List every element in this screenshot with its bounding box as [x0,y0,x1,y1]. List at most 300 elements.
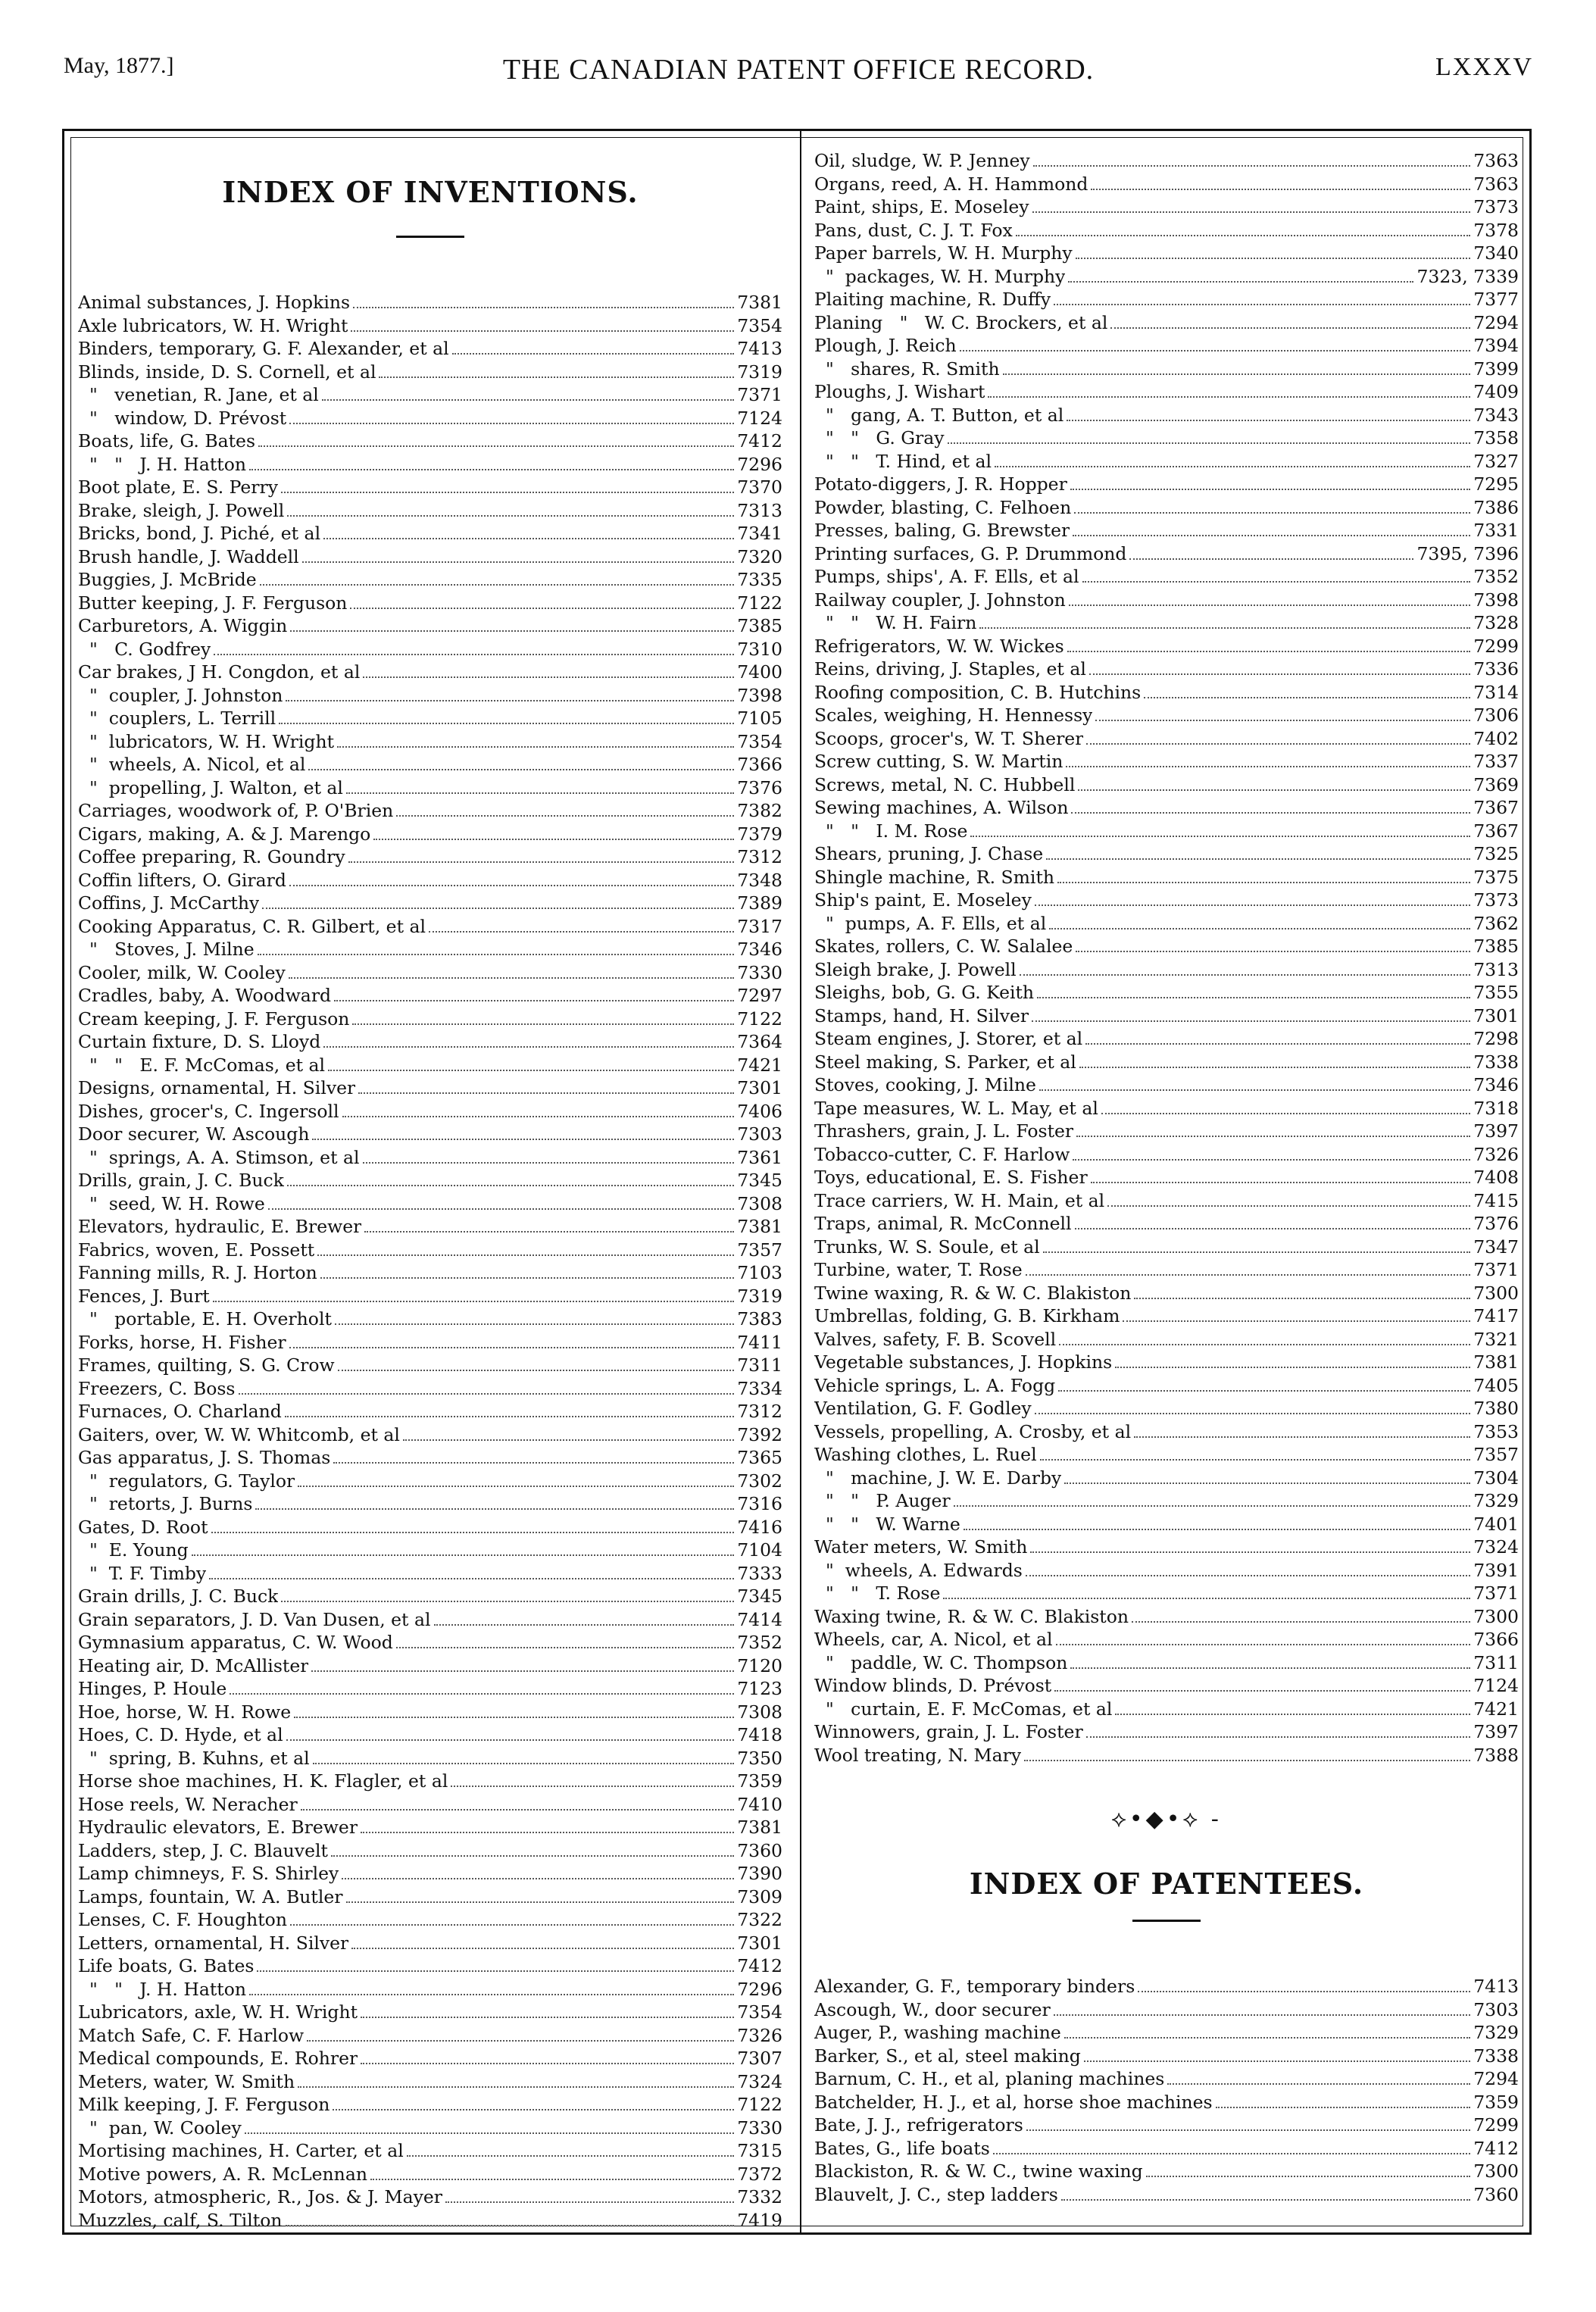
invention-entry [814,149,1519,173]
invention-entry [814,1420,1519,1444]
patent-number: 7122 [737,1008,782,1029]
patent-number: 7400 [737,661,782,683]
entry-text: " packages, W. H. Murphy [814,265,1066,287]
invention-entry [78,291,782,314]
entry-text: Batchelder, H. J., et al, horse shoe machines [814,2091,1213,2113]
dot-leader [429,930,734,933]
dot-leader [1079,1066,1470,1068]
invention-entry [78,869,782,892]
dot-leader [351,1947,734,1949]
patent-number: 7355 [1473,982,1519,1003]
dot-leader [342,1115,735,1117]
patent-number: 7371 [737,384,782,405]
patent-number: 7389 [737,892,782,914]
entry-text: Horse shoe machines, H. K. Flagler, et al [78,1770,448,1792]
patent-number: 7418 [737,1724,782,1745]
dot-leader [1046,858,1470,860]
dot-leader [434,1623,735,1626]
invention-entry [814,565,1519,589]
invention-entry [78,1030,782,1054]
patent-number: 7120 [737,1654,782,1676]
entry-text: " C. Godfrey [78,638,211,660]
dot-leader [1110,326,1470,329]
invention-entry [78,1008,782,1031]
invention-entry [814,589,1519,612]
dot-leader [1032,211,1471,213]
patent-number: 7347 [1473,1236,1519,1258]
entry-text: Bricks, bond, J. Piché, et al [78,523,321,544]
dot-leader [1054,303,1470,305]
invention-entry [78,2047,782,2070]
patent-number: 7360 [737,1839,782,1861]
patent-number: 7299 [1473,2114,1519,2135]
entry-text: Paper barrels, W. H. Murphy [814,242,1073,264]
entry-text: Curtain fixture, D. S. Lloyd [78,1031,321,1052]
entry-text: Blauvelt, J. C., step ladders [814,2183,1058,2205]
dot-leader [346,792,734,794]
patent-number: 7352 [1473,566,1519,587]
patent-number: 7394 [1473,335,1519,356]
invention-entry [814,1304,1519,1328]
dot-leader [209,1577,734,1579]
patent-number: 7320 [737,545,782,567]
entry-text: Pans, dust, C. J. T. Fox [814,219,1013,241]
patent-number: 7406 [737,1100,782,1122]
dot-leader [257,1970,734,1972]
entry-text: Cream keeping, J. F. Ferguson [78,1008,350,1029]
invention-entry [78,1954,782,1978]
dot-leader [1129,558,1413,560]
invention-entry [78,2163,782,2186]
entry-text: Dishes, grocer's, C. Ingersoll [78,1100,339,1122]
invention-entry [78,453,782,476]
patent-number: 7352 [737,1632,782,1653]
entry-text: Lubricators, axle, W. H. Wright [78,2001,358,2023]
patent-number: 7324 [1473,1536,1519,1557]
dot-leader [1035,904,1470,906]
dot-leader [1061,2198,1470,2201]
dot-leader [1074,511,1470,514]
dot-leader [287,1184,734,1186]
patent-number: 7319 [737,1285,782,1307]
invention-entry [78,1331,782,1354]
invention-entry [814,796,1519,820]
invention-entry [814,727,1519,751]
patent-number: 7413 [1473,1976,1519,1997]
entry-text: Animal substances, J. Hopkins [78,292,351,313]
invention-entry [814,473,1519,496]
dot-leader [268,1208,734,1210]
dot-leader [281,491,734,493]
patentee-entry [814,2091,1519,2114]
entry-text: Roofing composition, C. B. Hutchins [814,681,1142,703]
dot-leader [396,1646,734,1648]
invention-entry [78,1377,782,1401]
patent-number: 7308 [737,1701,782,1723]
dot-leader [396,814,734,817]
dot-leader [334,999,734,1001]
invention-entry [78,2024,782,2048]
patent-number: 7310 [737,638,782,660]
entry-text: Skates, rollers, C. W. Salalee [814,936,1073,957]
entry-text: " Stoves, J. Milne [78,939,255,960]
dot-leader [239,1392,735,1395]
entry-text: " couplers, L. Terrill [78,708,276,729]
invention-entry [78,1516,782,1539]
patent-number: 7322 [737,1909,782,1930]
invention-entry [78,1978,782,2001]
patent-number: 7345 [737,1170,782,1191]
dot-leader [294,1716,734,1718]
entry-text: Boats, life, G. Bates [78,430,256,451]
dot-leader [1066,765,1470,767]
dot-leader [379,376,734,378]
right-column [814,145,1519,2206]
entry-text: Tape measures, W. L. May, et al [814,1097,1098,1119]
invention-entry [78,915,782,939]
invention-entry [814,1258,1519,1282]
entry-text: Screws, metal, N. C. Hubbell [814,773,1076,795]
entry-text: Grain separators, J. D. Van Dusen, et al [78,1608,431,1630]
entry-text: " " J. H. Hatton [78,453,247,475]
patentee-entry [814,2021,1519,2045]
patent-number: 7122 [737,2094,782,2115]
dot-leader [358,1092,734,1094]
invention-entry [814,380,1519,404]
invention-entry [814,842,1519,866]
patent-number: 7379 [737,823,782,845]
patent-number: 7358 [1473,427,1519,448]
dot-leader [211,1531,735,1533]
dot-leader [301,1808,734,1811]
dot-leader [285,1415,734,1417]
dot-leader [1146,2175,1471,2177]
patent-number: 7304 [1473,1467,1519,1489]
patent-number: 7369 [1473,773,1519,795]
patent-number: 7329 [1473,2022,1519,2043]
invention-entry [78,1308,782,1331]
entry-text: Car brakes, J H. Congdon, et al [78,661,361,683]
dot-leader [1035,1412,1471,1414]
entry-text: " regulators, G. Taylor [78,1470,295,1492]
patent-number: 7318 [1473,1097,1519,1119]
invention-entry [814,935,1519,958]
dot-leader [337,745,734,748]
invention-entry [78,1215,782,1239]
dot-leader [322,398,734,401]
invention-entry [78,1054,782,1077]
entry-text: Scales, weighing, H. Hennessy [814,705,1093,726]
patentees-heading: INDEX OF PATENTEES. [969,1867,1364,1901]
patentees-list [814,1975,1519,2206]
dot-leader [286,2224,735,2226]
entry-text: " window, D. Prévost [78,407,287,429]
dot-leader [290,1923,734,1926]
invention-entry [78,2001,782,2024]
invention-entry [78,845,782,869]
patent-number: 7303 [737,1123,782,1145]
invention-entry [814,704,1519,727]
invention-entry [814,219,1519,242]
patent-number: 7364 [737,1031,782,1052]
invention-entry [78,1631,782,1654]
entry-text: Powder, blasting, C. Felhoen [814,496,1072,518]
patentee-entry [814,2137,1519,2160]
entry-text: Potato-diggers, J. R. Hopper [814,473,1067,495]
entry-text: Trace carriers, W. H. Main, et al [814,1189,1105,1211]
invention-entry [814,1073,1519,1097]
entry-text: Hinges, P. Houle [78,1678,227,1699]
patent-number: 7294 [1473,2068,1519,2089]
dot-leader [260,583,735,586]
entry-text: Letters, ornamental, H. Silver [78,1932,349,1954]
invention-entry [78,1100,782,1123]
patent-number: 7381 [737,292,782,313]
invention-entry [78,684,782,708]
entry-text: Ventilation, G. F. Godley [814,1398,1032,1419]
entry-text: " propelling, J. Walton, et al [78,776,343,798]
entry-text: Window blinds, D. Prévost [814,1675,1052,1696]
patent-number: 7350 [737,1747,782,1769]
patent-number: 7392 [737,1423,782,1445]
patent-number: 7380 [1473,1398,1519,1419]
entry-text: " pan, W. Cooley [78,2117,242,2139]
entry-text: Drills, grain, J. C. Buck [78,1170,284,1191]
entry-text: " portable, E. H. Overholt [78,1308,332,1329]
invention-entry [814,681,1519,705]
dot-leader [1134,1297,1470,1299]
patent-number: 7357 [1473,1444,1519,1465]
entry-text: Lenses, C. F. Houghton [78,1909,287,1930]
invention-entry [78,799,782,823]
dot-leader [1049,927,1470,929]
patent-number: 7412 [1473,2137,1519,2159]
patent-number: 7360 [1473,2183,1519,2205]
invention-entry [78,2139,782,2163]
dot-leader [364,1230,734,1233]
invention-entry [78,2093,782,2117]
entry-text: Milk keeping, J. F. Ferguson [78,2094,330,2115]
invention-entry [814,958,1519,982]
dot-leader [350,607,734,609]
invention-entry [814,195,1519,219]
patent-number: 7353 [1473,1420,1519,1442]
invention-entry [78,314,782,338]
entry-text: Freezers, C. Boss [78,1377,236,1399]
entry-text: Fences, J. Burt [78,1285,210,1307]
patent-number: 7412 [737,1955,782,1976]
patent-number: 7408 [1473,1167,1519,1188]
patent-number: 7354 [737,730,782,752]
invention-entry [78,1123,782,1146]
dot-leader [970,835,1470,837]
invention-entry [814,1674,1519,1698]
patent-number: 7300 [1473,1605,1519,1627]
dot-leader [1071,811,1470,814]
dot-leader [363,1161,735,1164]
dot-leader [1054,2014,1470,2016]
entry-text: " gang, A. T. Button, et al [814,404,1064,426]
patent-number: 7338 [1473,2045,1519,2067]
dot-leader [289,976,734,979]
patent-number: 7357 [737,1239,782,1261]
patent-number: 7340 [1473,242,1519,264]
entry-text: Presses, baling, G. Brewster [814,520,1070,541]
entry-text: " machine, J. W. E. Darby [814,1467,1062,1489]
patent-number: 7332 [737,2186,782,2207]
entry-text: Printing surfaces, G. P. Drummond [814,542,1127,564]
patent-number: 7381 [737,1216,782,1237]
patent-number: 7417 [1473,1305,1519,1326]
dot-leader [287,514,734,517]
entry-text: Boot plate, E. S. Perry [78,476,279,498]
patent-number: 7419 [737,2209,782,2231]
invention-entry [78,592,782,615]
invention-entry [78,1839,782,1863]
invention-entry [814,404,1519,427]
invention-entry [814,1212,1519,1236]
entry-text: Umbrellas, folding, G. B. Kirkham [814,1305,1120,1326]
entry-text: Barnum, C. H., et al, planing machines [814,2068,1165,2089]
dot-leader [1076,950,1470,952]
entry-text: Hydraulic elevators, E. Brewer [78,1817,358,1838]
patent-number: 7363 [1473,150,1519,171]
invention-entry [78,1261,782,1285]
invention-entry [814,519,1519,542]
patent-number: 7388 [1473,1744,1519,1766]
dot-leader [249,1993,734,1995]
patent-number: 7301 [737,1932,782,1954]
patent-number: 7104 [737,1539,782,1561]
entry-text: Match Safe, C. F. Harlow [78,2024,305,2046]
dot-leader [1064,1482,1470,1484]
patent-number: 7297 [737,985,782,1006]
invention-entry [78,1539,782,1562]
invention-entry [814,265,1519,289]
patent-number: 7324 [737,2070,782,2092]
ornament-divider: ⟡•◆•⟡ - [1111,1806,1222,1832]
patent-number: 7398 [737,684,782,706]
entry-text: " retorts, J. Burns [78,1493,253,1514]
dot-leader [1058,1389,1470,1392]
invention-entry [78,1446,782,1470]
dot-leader [262,907,734,909]
patent-number: 7383 [737,1308,782,1329]
patent-number: 7372 [737,2163,782,2185]
invention-entry [814,981,1519,1004]
inventions-list-right [814,149,1519,1767]
invention-entry [814,1120,1519,1143]
entry-text: Heating air, D. McAllister [78,1654,309,1676]
patent-number: 7300 [1473,2160,1519,2182]
invention-entry [814,773,1519,797]
dot-leader [342,1877,734,1879]
invention-entry [78,1723,782,1747]
entry-text: Turbine, water, T. Rose [814,1259,1023,1280]
entry-text: Coffins, J. McCarthy [78,892,260,914]
patent-number: 7365 [737,1447,782,1468]
entry-text: Tobacco-cutter, C. F. Harlow [814,1143,1070,1165]
patent-number: 7326 [737,2024,782,2046]
entry-text: Steam engines, J. Storer, et al [814,1028,1083,1049]
patent-number: 7122 [737,592,782,614]
dot-leader [988,395,1470,398]
entry-text: Motive powers, A. R. McLennan [78,2163,367,2185]
entry-text: Wool treating, N. Mary [814,1744,1022,1766]
invention-entry [814,1351,1519,1374]
dot-leader [333,1461,734,1464]
left-column [78,145,782,2232]
patent-number: 7382 [737,800,782,821]
entry-text: " venetian, R. Jane, et al [78,384,319,405]
patent-number: 7298 [1473,1028,1519,1049]
entry-text: Designs, ornamental, H. Silver [78,1077,356,1098]
invention-entry [78,961,782,985]
dot-leader [1020,973,1471,976]
invention-entry [78,1192,782,1216]
entry-text: Plaiting machine, R. Duffy [814,289,1051,310]
entry-text: " springs, A. A. Stimson, et al [78,1146,360,1168]
patentee-entry [814,2067,1519,2091]
entry-text: " lubricators, W. H. Wright [78,730,335,752]
entry-text: Planing " W. C. Brockers, et al [814,311,1108,333]
patent-number: 7335 [737,569,782,590]
invention-entry [78,1654,782,1678]
invention-entry [814,611,1519,635]
patent-number: 7359 [1473,2091,1519,2113]
invention-entry [814,1097,1519,1120]
entry-text: " " E. F. McComas, et al [78,1054,326,1076]
dot-leader [964,1528,1470,1530]
patent-number: 7373 [1473,196,1519,217]
dot-leader [1107,1204,1470,1207]
index-frame [62,129,1532,2235]
patent-number: 7397 [1473,1721,1519,1742]
patent-number: 7410 [737,1793,782,1815]
dot-leader [1059,1343,1470,1345]
dot-leader [1070,488,1470,490]
patent-number: 7412 [737,430,782,451]
dot-leader [281,1600,734,1602]
dot-leader [1089,673,1470,675]
invention-entry [814,1143,1519,1167]
entry-text: Pumps, ships', A. F. Ells, et al [814,566,1079,587]
invention-entry [78,568,782,592]
patent-number: 7309 [737,1886,782,1907]
entry-text: Oil, sludge, W. P. Jenney [814,150,1030,171]
patent-number: 7371 [1473,1259,1519,1280]
entry-text: " pumps, A. F. Ells, et al [814,912,1047,934]
patent-number: 7321 [1473,1328,1519,1350]
patent-number: 7402 [1473,727,1519,749]
patent-number: 7381 [737,1817,782,1838]
patent-number: 7377 [1473,289,1519,310]
patent-number: 7376 [737,776,782,798]
dot-leader [1003,373,1471,375]
dot-leader [335,1323,734,1325]
entry-text: Stoves, cooking, J. Milne [814,1074,1036,1095]
invention-entry [814,496,1519,520]
patent-number: 7331 [1473,520,1519,541]
invention-entry [78,1747,782,1770]
invention-entry [814,750,1519,773]
patent-number: 7327 [1473,450,1519,472]
patentee-entry [814,1998,1519,2022]
invention-entry [814,1744,1519,1767]
entry-text: Ship's paint, E. Moseley [814,889,1032,911]
dot-leader [1075,1227,1471,1229]
dot-leader [403,1439,734,1441]
